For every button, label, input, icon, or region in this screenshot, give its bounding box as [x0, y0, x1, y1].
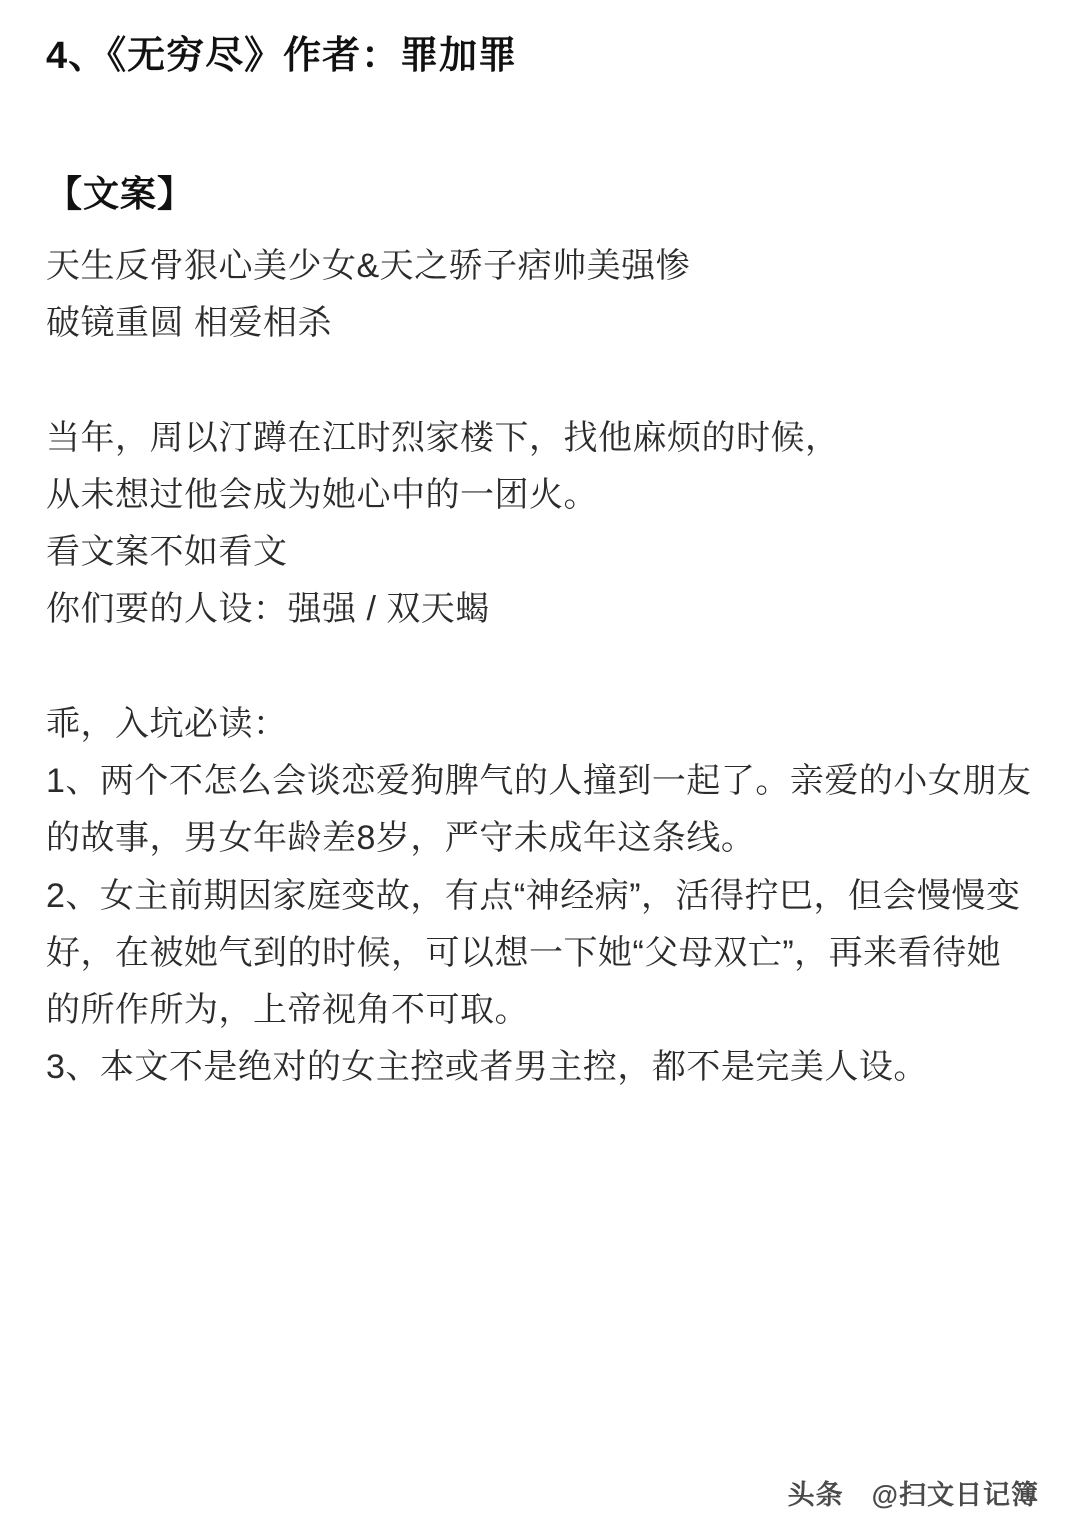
tagline-line-1: 天生反骨狠心美少女&天之骄子痞帅美强惨: [46, 246, 691, 285]
page-title: 4、《无穷尽》作者：罪加罪: [46, 35, 518, 77]
spacer: [46, 83, 1033, 169]
watermark: [788, 1473, 1039, 1512]
summary-line-2: 从未想过他会成为她心中的一团火。: [46, 475, 598, 514]
watermark-account: @扫文日记簿: [871, 1480, 1039, 1510]
watermark-platform: 头条: [787, 1480, 844, 1510]
tagline-line-2: 破镜重圆 相爱相杀: [46, 303, 332, 342]
notice-item-1: 1、两个不怎么会谈恋爱狗脾气的人撞到一起了。亲爱的小女朋友的故事，男女年龄差8岁，严守未成年这条线。: [46, 762, 1032, 858]
summary-line-1: 当年，周以汀蹲在江时烈家楼下，找他麻烦的时候，: [46, 418, 840, 457]
summary-line-3: 看文案不如看文: [46, 533, 288, 572]
spacer: [46, 352, 1033, 410]
notice-item-2: 2、女主前期因家庭变故，有点“神经病”，活得拧巴，但会慢慢变好，在被她气到的时候，可以想一下她“父母双亡”，再来看待她的所作所为，上帝视角不可取。: [46, 876, 1021, 1029]
section-heading-wenan: 【文案】: [46, 173, 195, 215]
notice-heading: 乖，入坑必读：: [46, 705, 288, 744]
notice-item-3: 3、本文不是绝对的女主控或者男主控，都不是完美人设。: [46, 1047, 928, 1086]
spacer: [46, 638, 1033, 696]
spacer: [46, 220, 1033, 238]
summary-line-4: 你们要的人设：强强 / 双天蝎: [46, 590, 490, 629]
